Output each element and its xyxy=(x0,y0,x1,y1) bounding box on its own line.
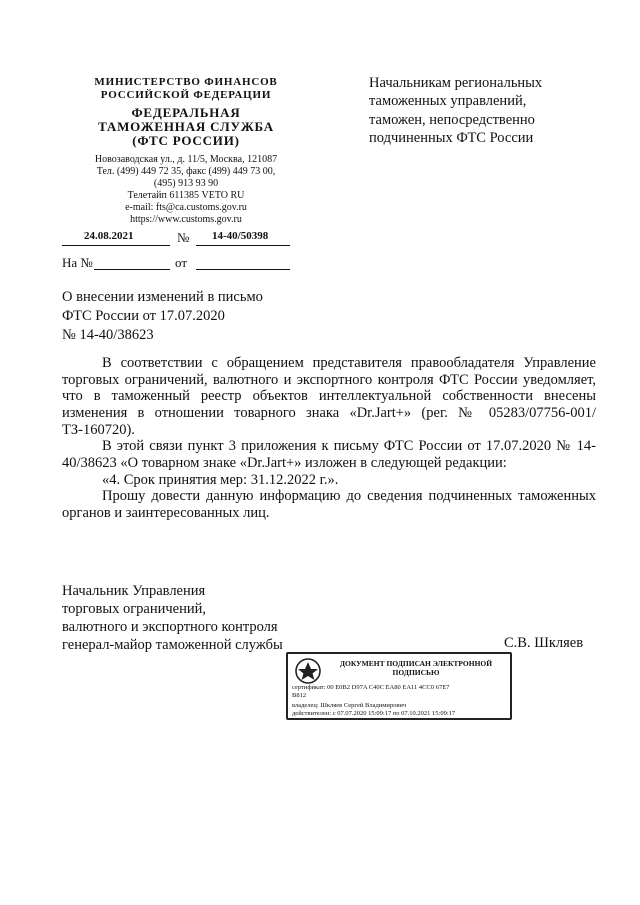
service-line-3: (ФТС РОССИИ) xyxy=(132,133,240,149)
signatory-line-2: торговых ограничений, xyxy=(62,600,206,617)
signatory-name: С.В. Шкляев xyxy=(504,635,584,651)
emblem-icon xyxy=(294,657,322,685)
date-underline xyxy=(62,245,170,246)
number-underline xyxy=(196,245,290,246)
reply-underline xyxy=(94,269,170,270)
recipient-block xyxy=(369,74,599,148)
body-paragraph-4: Прошу довести данную информацию до сведения подчиненных таможенных органов и заинтересованных лиц. xyxy=(62,488,596,522)
subject-line-1: О внесении изменений в письмо xyxy=(62,289,263,305)
letter-number: 14-40/50398 xyxy=(212,230,269,242)
recipient-line-3: таможен, непосредственно xyxy=(369,111,535,128)
stamp-title xyxy=(328,659,504,678)
letter-date: 24.08.2021 xyxy=(84,230,134,242)
signatory-line-4: генерал-майор таможенной службы xyxy=(62,636,283,653)
ministry-name xyxy=(60,76,312,101)
body-paragraph-3: «4. Срок принятия мер: 31.12.2022 г.». xyxy=(102,471,339,488)
stamp-title-line-2: ПОДПИСЬЮ xyxy=(392,668,440,678)
subject-line-2: ФТС России от 17.07.2020 xyxy=(62,307,225,324)
stamp-validity: действителен: с 07.07.2020 15:09:17 по 07.10.2021 15:09:17 xyxy=(292,710,456,717)
signatory-line-1: Начальник Управления xyxy=(62,583,206,599)
sender-phone-2: (495) 913 93 90 xyxy=(153,178,219,189)
sender-contacts xyxy=(60,154,312,226)
stamp-certificate-cont: B812 xyxy=(292,692,307,699)
recipient-line-2: таможенных управлений, xyxy=(369,93,527,110)
signatory-title xyxy=(62,583,362,655)
subject-block xyxy=(62,288,322,345)
stamp-certificate: сертификат: 00 E0B2 D97A C40C EA80 EA11 4CC0 67E7 xyxy=(292,684,450,691)
sender-telex: Телетайп 611385 VETO RU xyxy=(127,190,245,201)
sender-website: https://www.customs.gov.ru xyxy=(130,214,242,225)
sender-email: e-mail: fts@ca.customs.gov.ru xyxy=(125,202,247,213)
reply-label: На № xyxy=(62,255,93,270)
service-line-2: ТАМОЖЕННАЯ СЛУЖБА xyxy=(98,119,274,135)
sender-address: Новозаводская ул., д. 11/5, Москва, 121087 xyxy=(94,154,278,165)
ministry-line-1: МИНИСТЕРСТВО ФИНАНСОВ xyxy=(94,76,278,88)
recipient-line-4: подчиненных ФТС России xyxy=(369,130,534,147)
sender-phone: Тел. (499) 449 72 35, факс (499) 449 73 00, xyxy=(96,166,276,177)
service-line-1: ФЕДЕРАЛЬНАЯ xyxy=(131,105,241,120)
signatory-line-3: валютного и экспортного контроля xyxy=(62,618,278,635)
letter-body xyxy=(62,355,596,522)
body-paragraph-1: В соответствии с обращением представителя правообладателя Управление торговых ограничений, валютного и экспортного контроля ФТС России уведомляет, что в таможенный реестр объектов интеллектуальной собственности внесены изменения в отношении товарного знака «Dr.Jart+» (рег. № 05283/07756-001/ТЗ-160720). xyxy=(62,355,596,438)
number-label: № xyxy=(177,230,190,245)
body-paragraph-2: В этой связи пункт 3 приложения к письму ФТС России от 17.07.2020 № 14-40/38623 «О товарном знаке «Dr.Jart+» изложен в следующей редакции: xyxy=(62,438,596,472)
from-label: от xyxy=(175,255,188,270)
stamp-owner: владелец: Шкляев Сергей Владимирович xyxy=(292,702,407,709)
subject-line-3: № 14-40/38623 xyxy=(62,326,154,343)
ministry-line-2: РОССИЙСКОЙ ФЕДЕРАЦИИ xyxy=(100,88,272,101)
from-underline xyxy=(196,269,290,270)
recipient-line-1: Начальникам региональных xyxy=(369,75,543,91)
stamp-title-line-1: ДОКУМЕНТ ПОДПИСАН ЭЛЕКТРОННОЙ xyxy=(339,659,493,668)
service-name xyxy=(60,106,312,148)
e-signature-stamp xyxy=(286,652,512,720)
